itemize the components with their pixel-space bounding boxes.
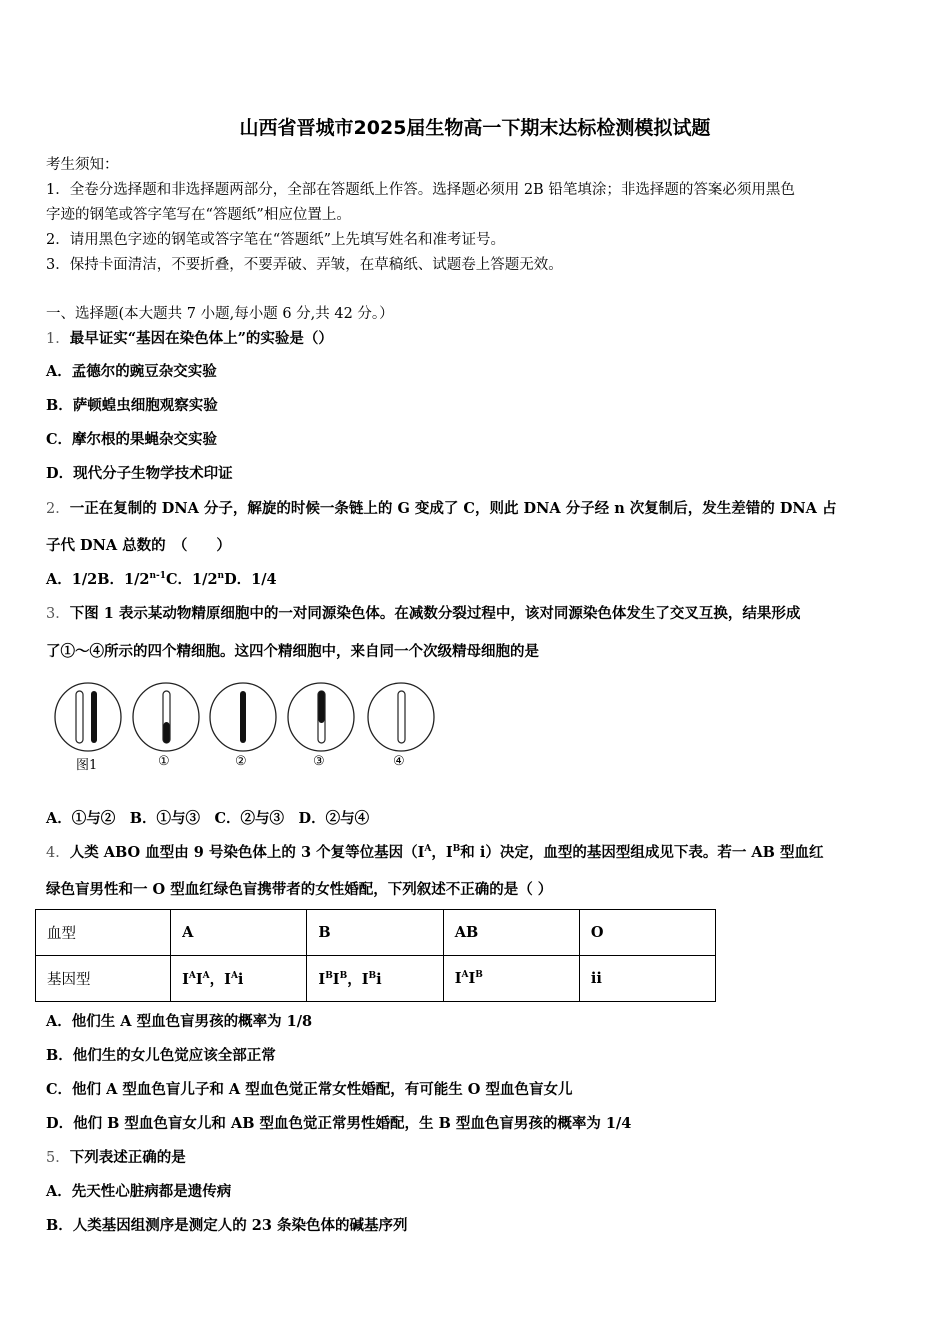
table-cell: AB (443, 910, 579, 956)
table-cell: A (171, 910, 307, 956)
table-cell: B (307, 910, 443, 956)
table-row (36, 956, 716, 1002)
q4-text-a3: 和 i）决定，血型的基因型组成见下表。若一 AB 型血红 (460, 844, 824, 861)
genotype-b-cell: $I^BI^B$，$I^Bi$ (307, 956, 443, 1002)
q1-text: 最早证实“基因在染色体上”的实验是（） (69, 330, 333, 347)
q4-sup-a: A (424, 844, 432, 855)
table-row (36, 910, 716, 956)
q2-options (46, 568, 277, 589)
q2-number: 2． (46, 501, 70, 517)
table-cell: 基因型 (36, 956, 171, 1002)
cell-fig1 (55, 683, 121, 751)
notice-line-1a: 1．全卷分选择题和非选择题两部分，全部在答题纸上作答。选择题必须用 2B 铅笔填涂；非选择题的答案必须用黑色 (46, 182, 795, 198)
genotype-ab-cell: $I^AI^B$ (443, 956, 579, 1002)
q4-text-a1: 人类 ABO 血型由 9 号染色体上的 3 个复等位基因（I (69, 844, 425, 861)
blood-type-table (35, 909, 716, 1002)
section-heading: 一、选择题(本大题共 7 小题,每小题 6 分,共 42 分。） (46, 306, 394, 322)
table-cell: O (579, 910, 715, 956)
q2-text-a: 一正在复制的 DNA 分子，解旋的时候一条链上的 G 变成了 C，则此 DNA 分子经 n 次复制后，发生差错的 DNA 占 (69, 500, 837, 517)
genotype-o-cell: ii (579, 956, 715, 1002)
cell-3 (288, 683, 354, 751)
cell-figure (50, 680, 450, 760)
q1-number: 1． (46, 331, 70, 347)
q2-opt-c: D．1/4 (224, 571, 277, 588)
q4-option-a: A．他们生 A 型血色盲男孩的概率为 1/8 (46, 1013, 313, 1030)
q3-options: A．①与② B．①与③ C．②与③ D．②与④ (46, 810, 370, 827)
q2-opt-b: C．1/2 (166, 571, 218, 588)
cell-1 (133, 683, 199, 751)
q3-text-a: 下图 1 表示某动物精原细胞中的一对同源染色体。在减数分裂过程中，该对同源染色体发生了交叉互换，结果形成 (69, 605, 801, 622)
table-cell: 血型 (36, 910, 171, 956)
fig-label-4: ④ (393, 754, 405, 769)
notice-line-1b: 字迹的钢笔或答字笔写在“答题纸”相应位置上。 (46, 207, 351, 223)
q4-sup-b: B (452, 844, 461, 855)
q1-option-a: A．孟德尔的豌豆杂交实验 (46, 363, 217, 380)
q5-option-a: A．先天性心脏病都是遗传病 (46, 1183, 232, 1200)
q5-number: 5． (46, 1150, 70, 1166)
fig-label-3: ③ (313, 754, 325, 769)
q1-option-c: C．摩尔根的果蝇杂交实验 (46, 431, 218, 448)
notice-line-3: 3．保持卡面清洁，不要折叠，不要弄破、弄皱，在草稿纸、试题卷上答题无效。 (46, 257, 563, 273)
q1-option-d: D．现代分子生物学技术印证 (46, 465, 233, 482)
q4-text-a2: ，I (431, 844, 453, 861)
q1-option-b: B．萨顿蝗虫细胞观察实验 (46, 397, 218, 414)
q4-stem-line1 (46, 841, 823, 862)
notice-line-2: 2．请用黑色字迹的钢笔或答字笔在“答题纸”上先填写姓名和准考证号。 (46, 232, 506, 248)
fig-label-2: ② (235, 754, 247, 769)
q4-stem-line2: 绿色盲男性和一 O 型血红绿色盲携带者的女性婚配，下列叙述不正确的是（ ） (46, 881, 553, 898)
q5-stem (46, 1146, 186, 1167)
q2-stem-line2: 子代 DNA 总数的 （ ） (46, 537, 231, 554)
q5-text: 下列表述正确的是 (69, 1149, 186, 1166)
q3-stem-line1 (46, 602, 800, 623)
q2-sup-1: n-1 (149, 571, 167, 582)
page-title: 山西省晋城市2025届生物高一下期末达标检测模拟试题 (239, 117, 711, 139)
q3-stem-line2: 了①～④所示的四个精细胞。这四个精细胞中，来自同一个次级精母细胞的是 (46, 643, 539, 660)
q5-option-b: B．人类基因组测序是测定人的 23 条染色体的碱基序列 (46, 1217, 408, 1234)
q2-sup-2: n (217, 571, 225, 582)
fig-label-0: 图1 (76, 758, 98, 773)
q2-stem-line1 (46, 497, 836, 518)
genotype-a-cell: $I^AI^A$，$I^Ai$ (171, 956, 307, 1002)
q4-option-c: C．他们 A 型血色盲儿子和 A 型血色觉正常女性婚配，有可能生 O 型血色盲女儿 (46, 1081, 573, 1098)
cell-2 (210, 683, 276, 751)
q4-number: 4． (46, 845, 70, 861)
q1-stem (46, 327, 333, 348)
q4-option-b: B．他们生的女儿色觉应该全部正常 (46, 1047, 276, 1064)
q3-number: 3． (46, 606, 70, 622)
fig-label-1: ① (158, 754, 170, 769)
notice-heading: 考生须知： (46, 157, 119, 173)
q2-opt-a: A．1/2B．1/2 (46, 571, 150, 588)
cell-4 (368, 683, 434, 751)
q4-option-d: D．他们 B 型血色盲女儿和 AB 型血色觉正常男性婚配，生 B 型血色盲男孩的概率为 1/4 (46, 1115, 632, 1132)
